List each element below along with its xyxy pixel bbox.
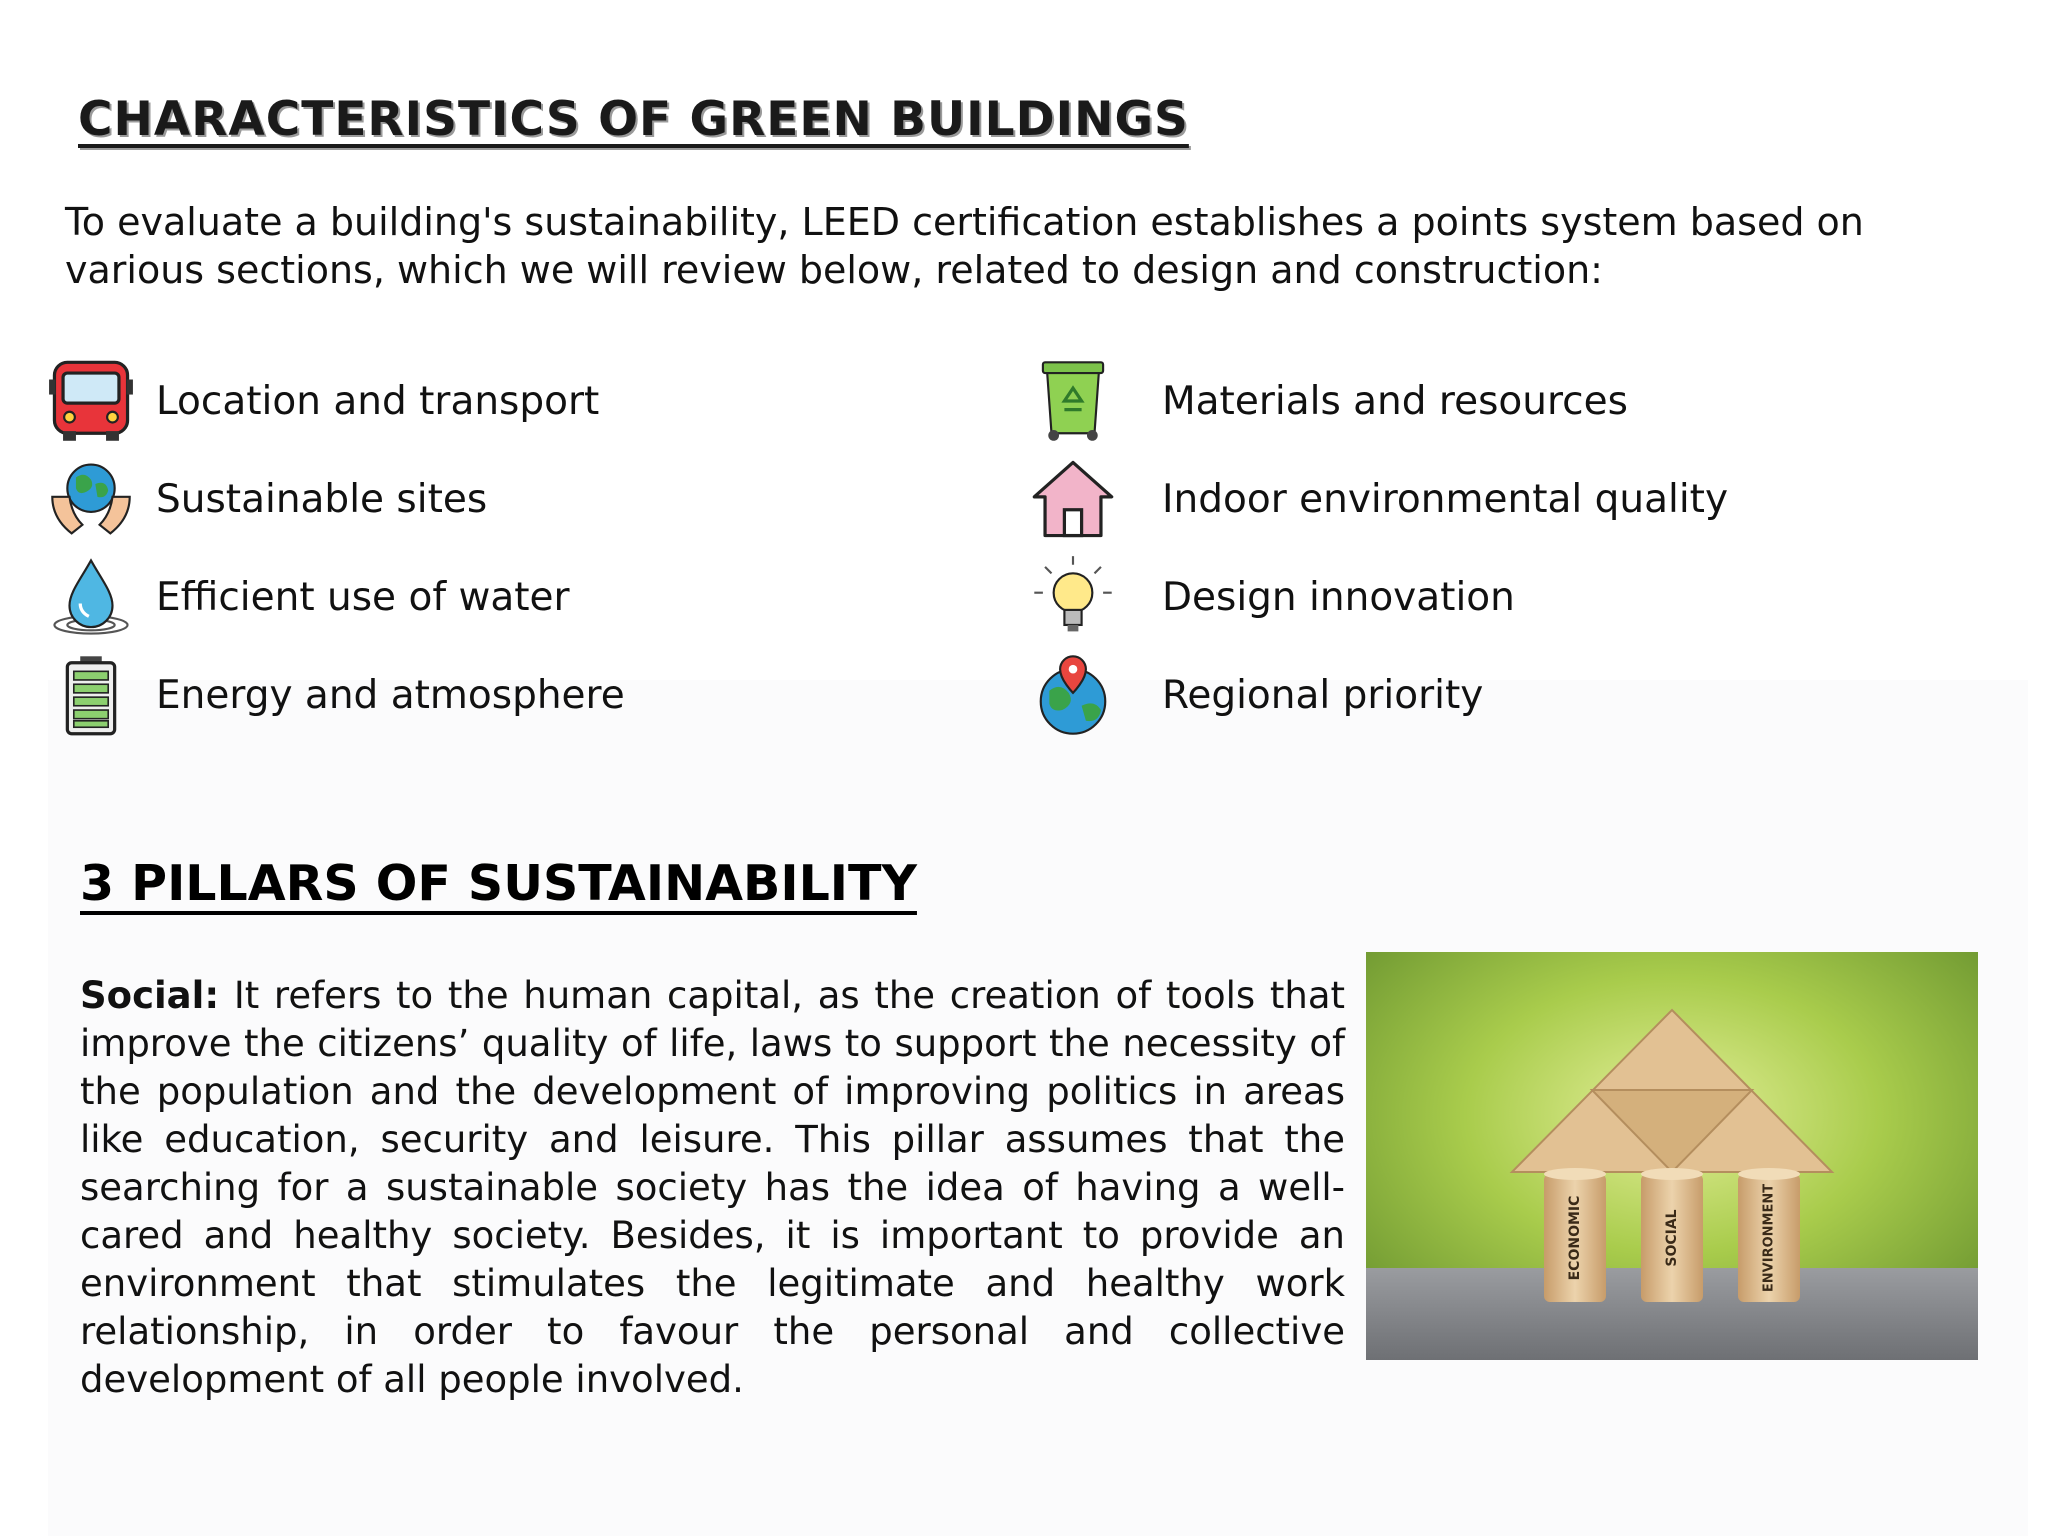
feature-label: Sustainable sites	[156, 476, 488, 522]
globe-hands-icon	[48, 456, 134, 542]
pillar-label-economic: ECONOMIC	[1567, 1195, 1583, 1281]
section-title-green-buildings: CHARACTERISTICS OF GREEN BUILDINGS	[78, 92, 1189, 147]
feature-water	[48, 548, 948, 646]
bus-icon	[48, 358, 134, 444]
feature-location-transport	[48, 352, 948, 450]
feature-label: Materials and resources	[1162, 378, 1628, 424]
pillars-photo	[1366, 952, 1978, 1360]
recycle-bin-icon	[1030, 358, 1116, 444]
feature-materials	[1030, 352, 1930, 450]
pillar-label-social: SOCIAL	[1664, 1209, 1680, 1267]
battery-icon	[48, 652, 134, 738]
pillar-label-environment: ENVIRONMENT	[1761, 1183, 1777, 1293]
feature-label: Regional priority	[1162, 672, 1484, 718]
social-label: Social:	[80, 974, 220, 1017]
feature-list-right	[1030, 352, 1930, 744]
feature-sustainable-sites	[48, 450, 948, 548]
feature-label: Efficient use of water	[156, 574, 570, 620]
intro-paragraph: To evaluate a building's sustainability, LEED certification establishes a points system based on various sections, which we will review below, related to design and construction:	[65, 200, 1864, 292]
feature-label: Energy and atmosphere	[156, 672, 625, 718]
feature-energy	[48, 646, 948, 744]
feature-label: Location and transport	[156, 378, 600, 424]
feature-innovation	[1030, 548, 1930, 646]
feature-regional-priority	[1030, 646, 1930, 744]
house-icon	[1030, 456, 1116, 542]
feature-list-left	[48, 352, 948, 744]
social-text: It refers to the human capital, as the creation of tools that improve the citizens’ quality of life, laws to support the necessity of the population and the development of improving politics in areas like education, security and leisure. This pillar assumes that the searching for a sustainable society has the idea of having a well-cared and healthy society. Besides, it is important to provide an environment that stimulates the legitimate and healthy work relationship, in order to favour the personal and collective development of all people involved.	[80, 974, 1345, 1401]
social-paragraph	[80, 972, 1345, 1404]
water-drop-icon	[48, 554, 134, 640]
feature-label: Design innovation	[1162, 574, 1515, 620]
section-title-pillars: 3 PILLARS OF SUSTAINABILITY	[80, 855, 917, 912]
globe-pin-icon	[1030, 652, 1116, 738]
feature-indoor-quality	[1030, 450, 1930, 548]
feature-label: Indoor environmental quality	[1162, 476, 1729, 522]
lightbulb-icon	[1030, 554, 1116, 640]
